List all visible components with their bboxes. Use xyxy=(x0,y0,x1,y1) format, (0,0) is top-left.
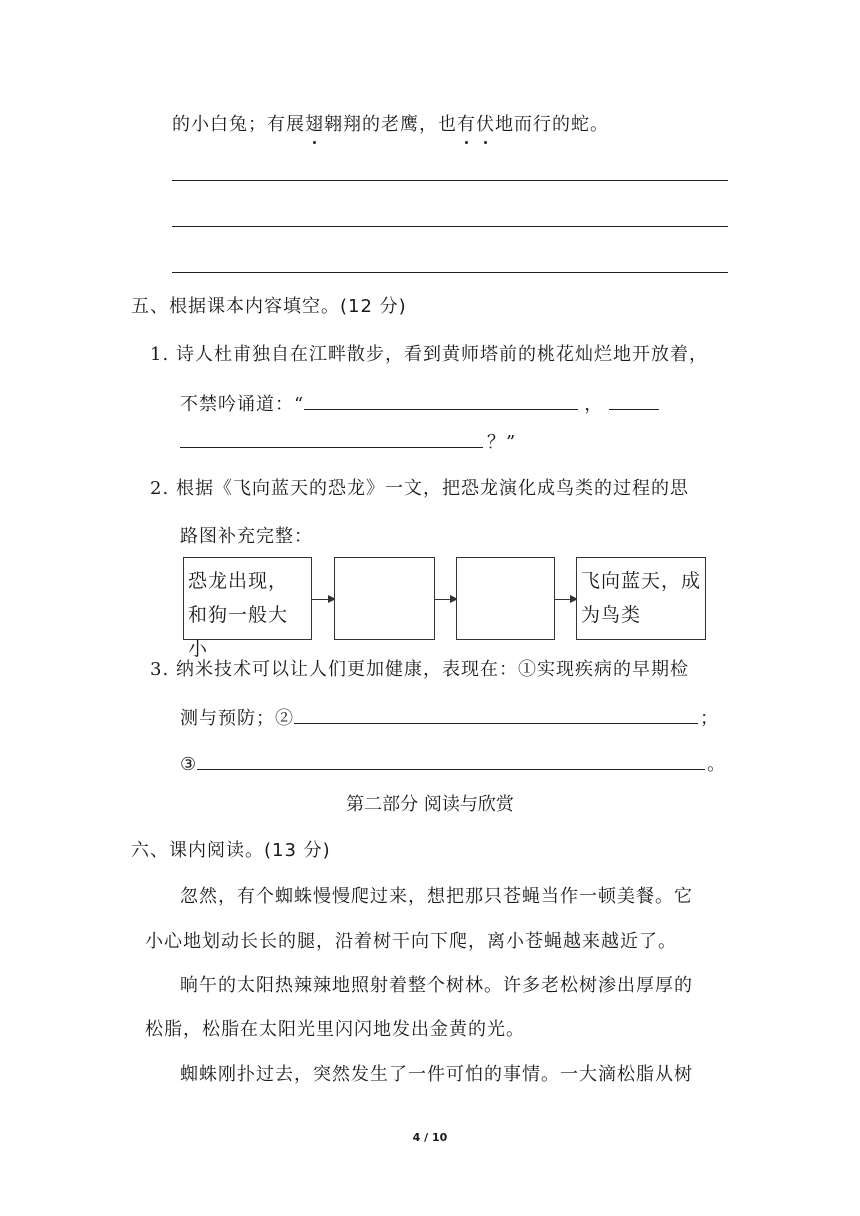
flow-arrow xyxy=(312,599,334,600)
dotted-char: 有 xyxy=(457,111,476,139)
q1-line1: 诗人杜甫独自在江畔散步，看到黄师塔前的桃花灿烂地开放着， xyxy=(176,344,708,365)
reading-paragraph-2-line1: 晌午的太阳热辣辣地照射着整个树林。许多老松树渗出厚厚的 xyxy=(180,975,693,996)
top-sentence xyxy=(172,111,609,139)
reading-paragraph-1-line2: 小心地划动长长的腿，沿着树干向下爬，离小苍蝇越来越近了。 xyxy=(145,931,677,952)
part-two-title: 第二部分 阅读与欣赏 xyxy=(346,794,514,815)
flow-arrow xyxy=(555,599,576,600)
answer-line[interactable] xyxy=(172,180,728,181)
q3-line3 xyxy=(180,749,726,779)
q3-blank-2[interactable] xyxy=(294,703,698,724)
flow-arrow xyxy=(435,599,456,600)
q3-period: 。 xyxy=(707,754,727,775)
q1-comma: ， xyxy=(584,394,604,415)
section-five-heading: 五、根据课本内容填空。(12 分) xyxy=(131,296,407,317)
dotted-char: 翅 xyxy=(305,111,324,139)
q3-blank-3[interactable] xyxy=(197,749,705,770)
q1-blank-3[interactable] xyxy=(180,427,483,448)
q1-number: 1. xyxy=(150,344,170,365)
top-sentence-part2: 翱翔的老鹰，也 xyxy=(324,114,457,135)
flow-box-end: 飞向蓝天，成为鸟类 xyxy=(576,557,706,640)
answer-line[interactable] xyxy=(172,226,728,227)
q2-line2: 路图补充完整： xyxy=(180,526,313,547)
q1-blank-2[interactable] xyxy=(609,389,659,410)
flow-box-blank-2[interactable] xyxy=(456,557,555,640)
q3-semicolon: ； xyxy=(700,708,719,729)
flow-box-blank-1[interactable] xyxy=(334,557,435,640)
q3-line2 xyxy=(180,703,719,733)
q1-line2 xyxy=(180,389,659,419)
section-six-heading: 六、课内阅读。(13 分) xyxy=(131,840,331,861)
top-sentence-part1: 的小白兔；有展 xyxy=(172,114,305,135)
top-sentence-part3: 地而行的蛇。 xyxy=(495,114,609,135)
q3-line1: 纳米技术可以让人们更加健康，表现在：①实现疾病的早期检 xyxy=(176,659,689,680)
q3-line3-prefix: ③ xyxy=(180,754,198,775)
page-number: 4 / 10 xyxy=(412,1131,448,1144)
q1-line2-prefix: 不禁吟诵道：“ xyxy=(180,394,305,415)
reading-paragraph-3-line1: 蜘蛛刚扑过去，突然发生了一件可怕的事情。一大滴松脂从树 xyxy=(180,1064,693,1085)
q1-line3-suffix: ？” xyxy=(487,432,517,453)
answer-line[interactable] xyxy=(172,272,728,273)
q2-line1: 根据《飞向蓝天的恐龙》一文，把恐龙演化成鸟类的过程的思 xyxy=(176,478,689,499)
dotted-char: 伏 xyxy=(476,111,495,139)
reading-paragraph-1-line1: 忽然，有个蜘蛛慢慢爬过来，想把那只苍蝇当作一顿美餐。它 xyxy=(180,886,693,907)
q3-number: 3. xyxy=(150,659,170,680)
q1-blank-1[interactable] xyxy=(304,389,578,410)
q1-line3 xyxy=(180,427,516,457)
q2-number: 2. xyxy=(150,478,170,499)
reading-paragraph-2-line2: 松脂，松脂在太阳光里闪闪地发出金黄的光。 xyxy=(145,1019,525,1040)
q3-line2-prefix: 测与预防；② xyxy=(180,708,294,729)
flow-box-start: 恐龙出现，和狗一般大小 xyxy=(183,557,312,640)
